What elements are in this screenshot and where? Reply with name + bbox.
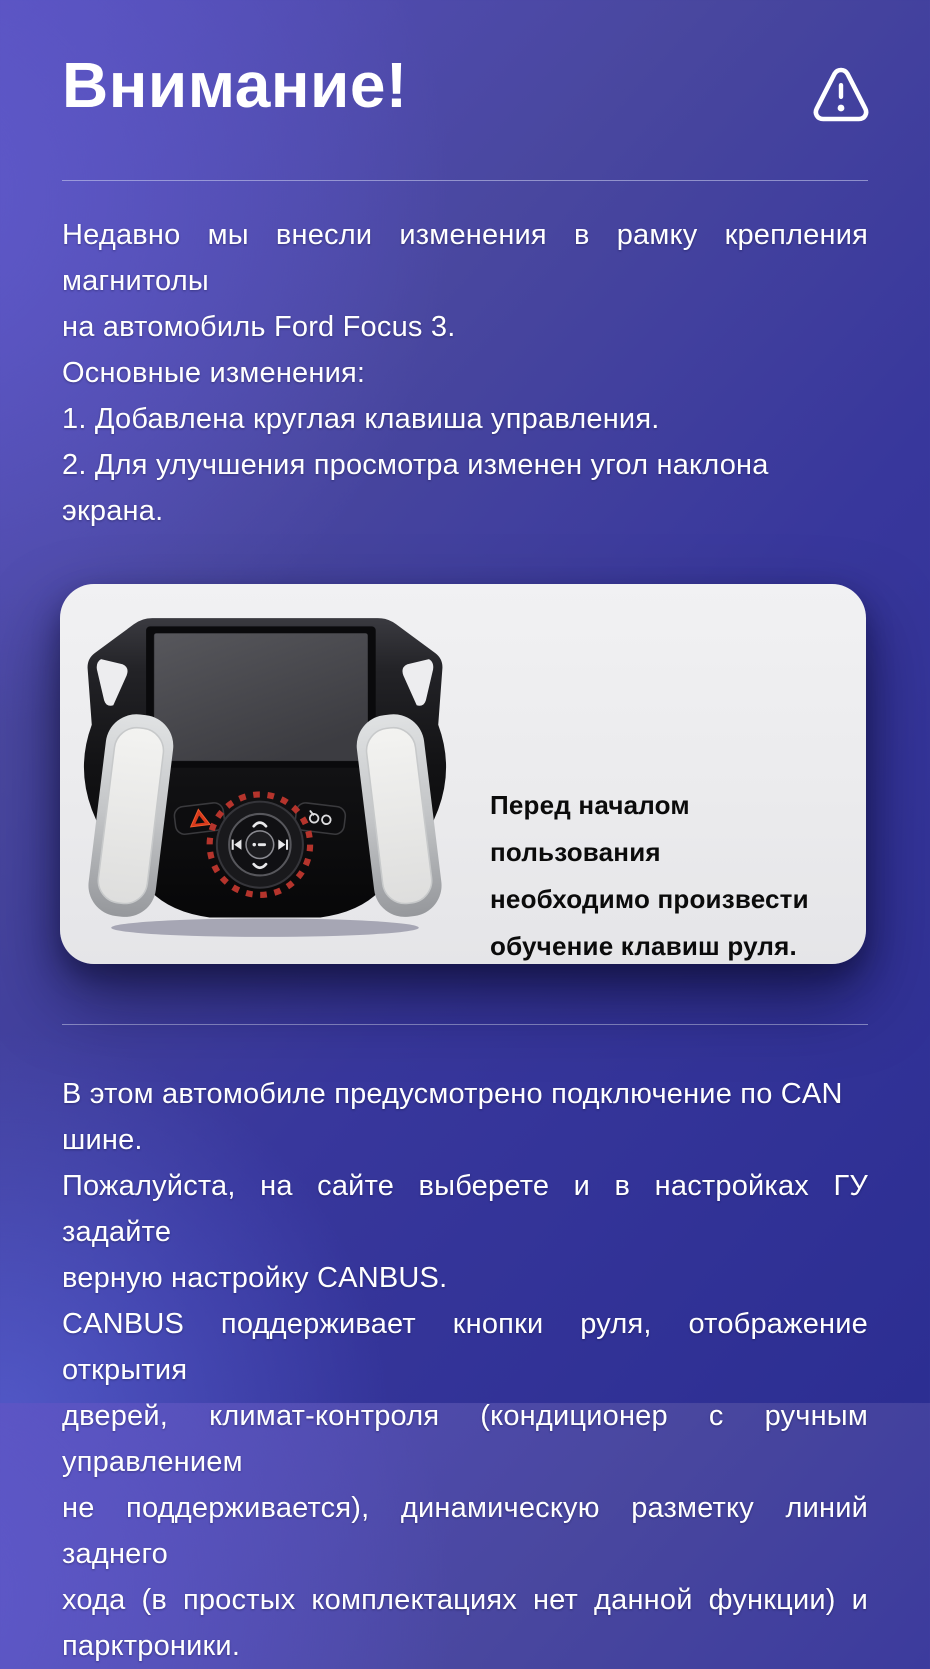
divider-bottom: [62, 1024, 868, 1025]
canbus-paragraph: [62, 1071, 868, 1669]
intro-line: 1. Добавлена круглая клавиша управления.: [62, 403, 660, 435]
intro-line: 2. Для улучшения просмотра изменен угол наклона экрана.: [62, 449, 769, 527]
canbus-line: парктроники.: [62, 1630, 241, 1662]
intro-line: на автомобиль Ford Focus 3.: [62, 311, 456, 343]
device-screen: [154, 634, 367, 761]
product-card: [60, 584, 866, 964]
device-shadow: [111, 918, 419, 936]
warning-triangle-icon: [812, 64, 870, 124]
exclamation-dot: [838, 105, 845, 112]
card-note-line: обучение клавиш руля.: [490, 931, 797, 961]
canbus-line: верную настройку CANBUS.: [62, 1262, 448, 1294]
canbus-line: Пожалуйста, на сайте выберете и в настройках ГУ задайте: [62, 1170, 868, 1248]
card-note-line: необходимо произвести: [490, 884, 809, 914]
card-note: [490, 782, 850, 970]
exclamation-bar: [839, 83, 843, 99]
canbus-line: хода (в простых комплектациях нет данной функции) и: [62, 1584, 868, 1616]
canbus-line: CANBUS поддерживает кнопки руля, отображение открытия: [62, 1308, 868, 1386]
intro-line: Основные изменения:: [62, 357, 366, 389]
divider-top: [62, 180, 868, 181]
intro-paragraph: [62, 212, 868, 534]
page-title: Внимание!: [62, 49, 408, 121]
intro-line: Недавно мы внесли изменения в рамку крепления магнитолы: [62, 219, 868, 297]
canbus-line: не поддерживается), динамическую разметку линий заднего: [62, 1492, 868, 1570]
canbus-line: дверей, климат-контроля (кондиционер с ручным управлением: [62, 1400, 868, 1478]
head-unit-illustration: [70, 612, 460, 940]
hazard-button: [173, 802, 225, 835]
card-note-line: Перед началом пользования: [490, 790, 690, 867]
canbus-line: В этом автомобиле предусмотрено подключение по CAN шине.: [62, 1078, 843, 1156]
